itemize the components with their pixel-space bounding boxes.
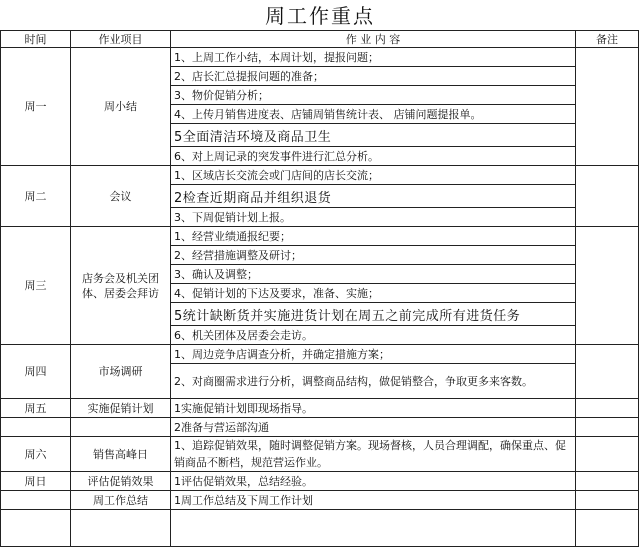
- content-line: 2检查近期商品并组织退货: [171, 185, 576, 208]
- content-line: 6、对上周记录的突发事件进行汇总分析。: [171, 147, 576, 166]
- content-line: 3、下周促销计划上报。: [171, 208, 576, 227]
- day-cell: 周六: [1, 437, 71, 472]
- note-cell: [576, 472, 639, 491]
- note-cell: [576, 491, 639, 510]
- content-line: 5全面清洁环境及商品卫生: [171, 124, 576, 147]
- table-row: [1, 491, 639, 510]
- table-row: [1, 166, 639, 185]
- header-content: 作 业 内 容: [171, 31, 576, 48]
- day-cell: 周日: [1, 472, 71, 491]
- weekly-schedule-table: [0, 30, 639, 547]
- item-cell: 会议: [71, 166, 171, 227]
- item-cell: 评估促销效果: [71, 472, 171, 491]
- day-cell: [1, 491, 71, 510]
- content-line: 4、促销计划的下达及要求，准备、实施；: [171, 284, 576, 303]
- day-cell: 周二: [1, 166, 71, 227]
- content-line: 1、周边竞争店调查分析，并确定措施方案；: [171, 345, 576, 364]
- content-line: 5统计缺断货并实施进货计划在周五之前完成所有进货任务: [171, 303, 576, 326]
- content-line: 1、上周工作小结，本周计划，提报问题；: [171, 48, 576, 67]
- item-cell: 实施促销计划: [71, 399, 171, 418]
- content-line: 2、对商圈需求进行分析，调整商品结构，做促销整合，争取更多来客数。: [171, 364, 576, 399]
- content-line: 4、上传月销售进度表、店铺周销售统计表、 店铺问题提报单。: [171, 105, 576, 124]
- content-line: 2准备与营运部沟通: [171, 418, 576, 437]
- content-line: 2、经营措施调整及研讨；: [171, 246, 576, 265]
- item-cell: 周小结: [71, 48, 171, 166]
- content-line: 3、确认及调整；: [171, 265, 576, 284]
- item-cell: [71, 418, 171, 437]
- header-item: 作业项目: [71, 31, 171, 48]
- note-cell: [576, 48, 639, 166]
- table-row: [1, 472, 639, 491]
- empty-cell: [576, 510, 639, 547]
- day-cell: [1, 418, 71, 437]
- table-row: [1, 48, 639, 67]
- table-row: [1, 399, 639, 418]
- content-line: 1、区域店长交流会或门店间的店长交流；: [171, 166, 576, 185]
- page-title: 周工作重点: [265, 4, 375, 28]
- content-line: 1评估促销效果，总结经验。: [171, 472, 576, 491]
- item-cell: 销售高峰日: [71, 437, 171, 472]
- content-line: 6、机关团体及居委会走访。: [171, 326, 576, 345]
- content-line: 2、店长汇总提报问题的准备；: [171, 67, 576, 86]
- empty-row: [1, 510, 639, 547]
- day-cell: 周四: [1, 345, 71, 399]
- table-row: [1, 437, 639, 472]
- empty-cell: [1, 510, 71, 547]
- item-cell: 周工作总结: [71, 491, 171, 510]
- table-row: [1, 345, 639, 364]
- note-cell: [576, 437, 639, 472]
- content-line: 1、经营业绩通报纪要；: [171, 227, 576, 246]
- note-cell: [576, 399, 639, 418]
- day-cell: 周一: [1, 48, 71, 166]
- item-cell: 市场调研: [71, 345, 171, 399]
- header-time: 时间: [1, 31, 71, 48]
- day-cell: 周五: [1, 399, 71, 418]
- empty-cell: [71, 510, 171, 547]
- note-cell: [576, 418, 639, 437]
- header-note: 备注: [576, 31, 639, 48]
- table-header-row: [1, 31, 639, 48]
- note-cell: [576, 345, 639, 399]
- day-cell: 周三: [1, 227, 71, 345]
- note-cell: [576, 227, 639, 345]
- content-line: 1周工作总结及下周工作计划: [171, 491, 576, 510]
- table-row: [1, 418, 639, 437]
- content-line: 1实施促销计划即现场指导。: [171, 399, 576, 418]
- item-cell: 店务会及机关团体、居委会拜访: [71, 227, 171, 345]
- note-cell: [576, 166, 639, 227]
- content-line: 1、追踪促销效果，随时调整促销方案。现场督核，人员合理调配，确保重点、促销商品不断档，规范营运作业。: [171, 437, 576, 472]
- table-row: [1, 227, 639, 246]
- empty-cell: [171, 510, 576, 547]
- content-line: 3、物价促销分析；: [171, 86, 576, 105]
